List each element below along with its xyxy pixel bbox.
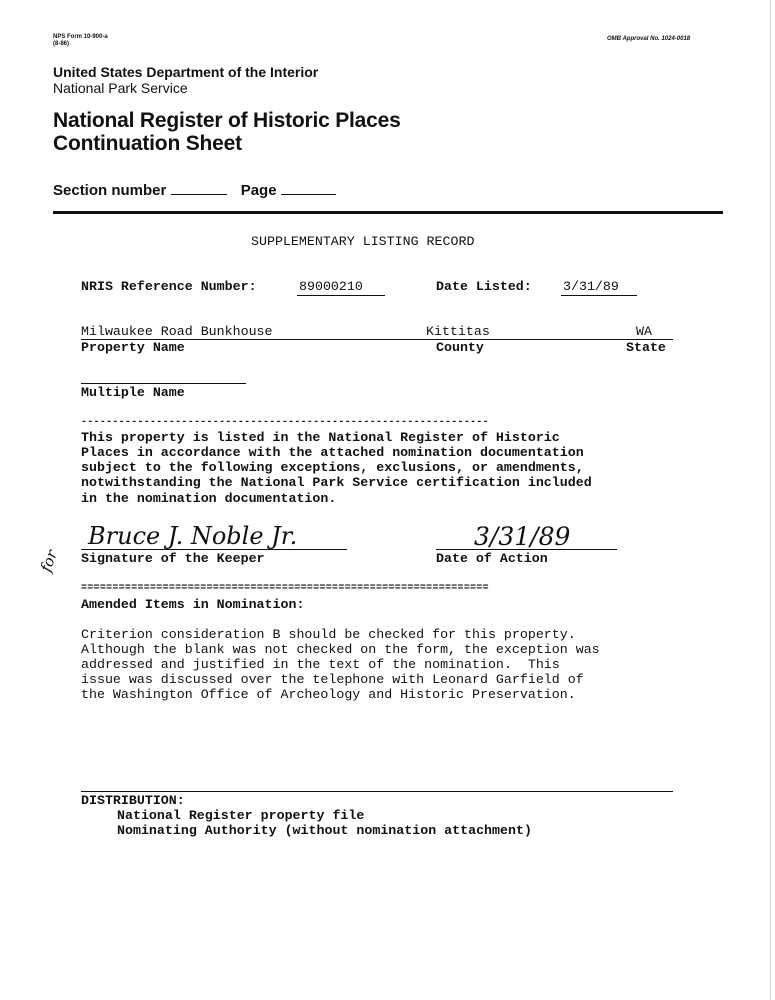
date-action-label: Date of Action	[436, 551, 548, 566]
nris-label: NRIS Reference Number:	[81, 279, 257, 294]
state-label: State	[626, 340, 666, 355]
date-listed-label: Date Listed:	[436, 279, 532, 294]
amended-line-4: issue was discussed over the telephone with Leonard Garfield of	[81, 672, 584, 687]
statement-line-1: This property is listed in the National Register of Historic	[81, 430, 560, 445]
statement-line-5: in the nomination documentation.	[81, 491, 337, 506]
amended-line-2: Although the blank was not checked on the form, the exception was	[81, 642, 600, 657]
keeper-signature: Bruce J. Noble Jr.	[88, 522, 298, 550]
statement-line-4: notwithstanding the National Park Service certification included	[81, 475, 592, 490]
nris-value: 89000210	[299, 279, 363, 294]
action-date-handwritten: 3/31/89	[474, 522, 571, 551]
equals-rule: =================================================================	[81, 582, 489, 593]
distribution-item-2: Nominating Authority (without nomination attachment)	[117, 823, 532, 838]
amended-line-5: the Washington Office of Archeology and Historic Preservation.	[81, 687, 576, 702]
distribution-item-1: National Register property file	[117, 808, 365, 823]
signature-label: Signature of the Keeper	[81, 551, 265, 566]
state-value: WA	[636, 324, 652, 339]
distribution-label: DISTRIBUTION:	[81, 793, 185, 808]
omb-approval: OMB Approval No. 1024-0018	[607, 36, 691, 42]
section-number-label: Section number	[53, 182, 167, 199]
form-date: (8-86)	[53, 41, 70, 47]
statement-line-2: Places in accordance with the attached nomination documentation	[81, 445, 584, 460]
date-listed-underline	[561, 295, 637, 296]
section-number-blank	[171, 194, 227, 195]
county-value: Kittitas	[426, 324, 490, 339]
section-page-line	[53, 182, 336, 199]
amended-label: Amended Items in Nomination:	[81, 597, 305, 612]
date-listed-value: 3/31/89	[563, 279, 619, 294]
signature-line	[81, 549, 347, 550]
record-heading: SUPPLEMENTARY LISTING RECORD	[251, 234, 475, 249]
continuation-title: Continuation Sheet	[53, 132, 242, 155]
amended-line-3: addressed and justified in the text of the nomination. This	[81, 657, 560, 672]
for-annotation: for	[36, 547, 62, 575]
service-name: National Park Service	[53, 80, 188, 96]
page-label: Page	[240, 182, 277, 199]
amended-line-1: Criterion consideration B should be checked for this property.	[81, 627, 576, 642]
header-rule	[53, 211, 723, 214]
form-number: NPS Form 10-900-a	[53, 34, 108, 40]
page-blank	[281, 194, 336, 195]
multiple-name-underline	[81, 383, 246, 384]
agency-name: United States Department of the Interior	[53, 64, 319, 80]
date-action-line	[436, 549, 617, 550]
property-name-label: Property Name	[81, 340, 185, 355]
register-title: National Register of Historic Places	[53, 109, 401, 132]
distribution-rule	[81, 791, 673, 792]
nris-underline	[297, 295, 385, 296]
dash-rule: -----------------------------------------------------------------	[81, 416, 489, 427]
statement-line-3: subject to the following exceptions, exclusions, or amendments,	[81, 460, 584, 475]
property-name-value: Milwaukee Road Bunkhouse	[81, 324, 273, 339]
multiple-name-label: Multiple Name	[81, 385, 185, 400]
scan-edge	[770, 0, 771, 1000]
county-label: County	[436, 340, 484, 355]
